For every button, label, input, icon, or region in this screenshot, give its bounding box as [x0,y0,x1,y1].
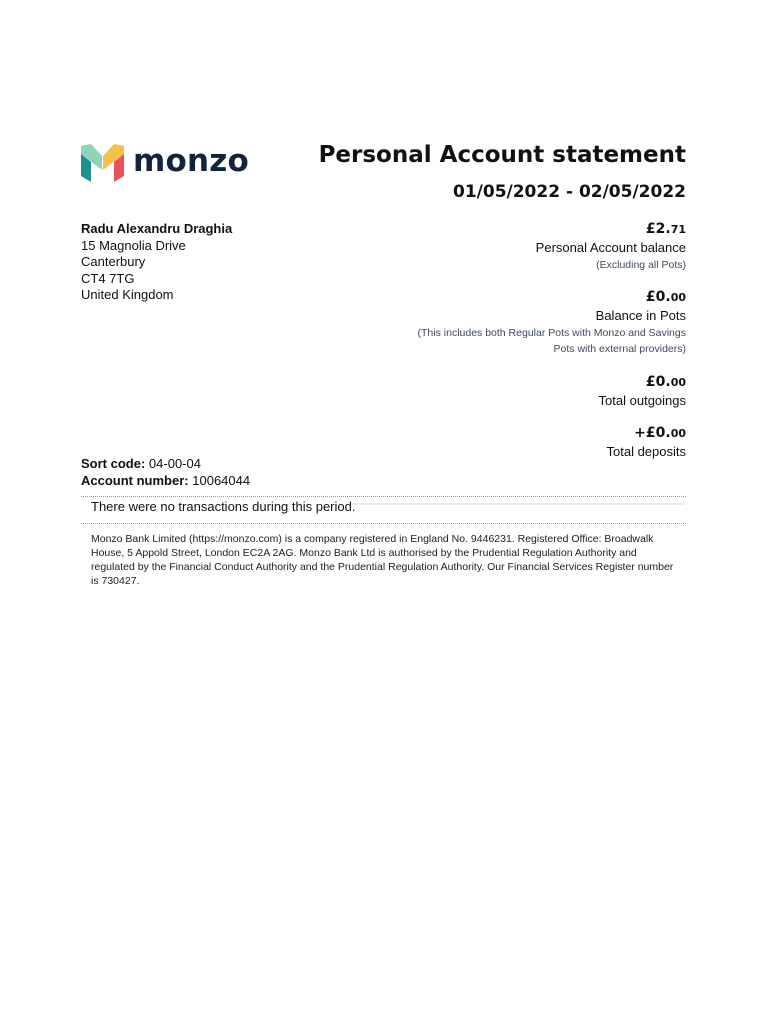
amount-pence: 00 [670,376,686,389]
amount-pounds: £2. [645,221,671,237]
summary-total-deposits [607,424,687,461]
address-line: Canterbury [81,254,146,269]
amount-pence: 71 [670,223,686,236]
summary-label: Total deposits [606,444,686,459]
summary-amount [536,220,686,239]
customer-name: Radu Alexandru Draghia [81,221,233,236]
divider [81,523,686,524]
statement-period: 01/05/2022 - 02/05/2022 [453,182,686,202]
summary-label: Total outgoings [598,393,686,408]
legal-footer: Monzo Bank Limited (https://monzo.com) is a company registered in England No. 9446231. Registered Office: Broadwalk House, 5 Appold Street, London EC2A 2AG. Monzo Bank Ltd is authorised by the Prudential Regulation Authority and regulated by the Financial Conduct Authority and the Prudential Regulation Authority. Our Financial Services Register number is 730427. [91,533,674,587]
sort-code-row [81,456,250,473]
summary-label: Personal Account balance [535,240,686,255]
sort-code-value: 04-00-04 [148,456,201,471]
summary-amount [418,288,686,307]
account-details [81,456,250,489]
monzo-logo [81,144,249,182]
account-number-label: Account number: [81,472,189,488]
summary-total-outgoings [599,373,686,410]
divider [81,496,686,497]
account-number-value: 10064044 [192,472,251,488]
monzo-m-logo-icon [81,144,124,182]
statement-title: Personal Account statement [318,142,686,168]
summary-note: (This includes both Regular Pots with Monzo and Savings [417,327,686,339]
address-line: United Kingdom [81,287,174,302]
amount-pence: 00 [670,291,686,304]
summary-amount [599,373,686,392]
address-line: 15 Magnolia Drive [81,237,186,253]
summary-label: Balance in Pots [595,308,686,323]
summary-note: (Excluding all Pots) [596,259,686,271]
amount-pounds: £0. [645,374,671,390]
amount-pounds: £0. [645,289,671,305]
summary-personal-balance [536,220,686,273]
summary-note: Pots with external providers) [553,343,686,355]
no-transactions-message: There were no transactions during this period. [91,499,356,514]
amount-pence: 00 [670,427,686,440]
summary-pots-balance [418,288,686,357]
brand-wordmark: monzo [133,143,250,179]
address-line: CT4 7TG [81,270,135,286]
amount-pounds: +£0. [634,425,671,441]
customer-address [81,221,232,304]
summary-amount [607,424,687,443]
divider-shade [350,503,686,505]
sort-code-label: Sort code: [81,456,146,471]
account-number-row [81,473,250,490]
